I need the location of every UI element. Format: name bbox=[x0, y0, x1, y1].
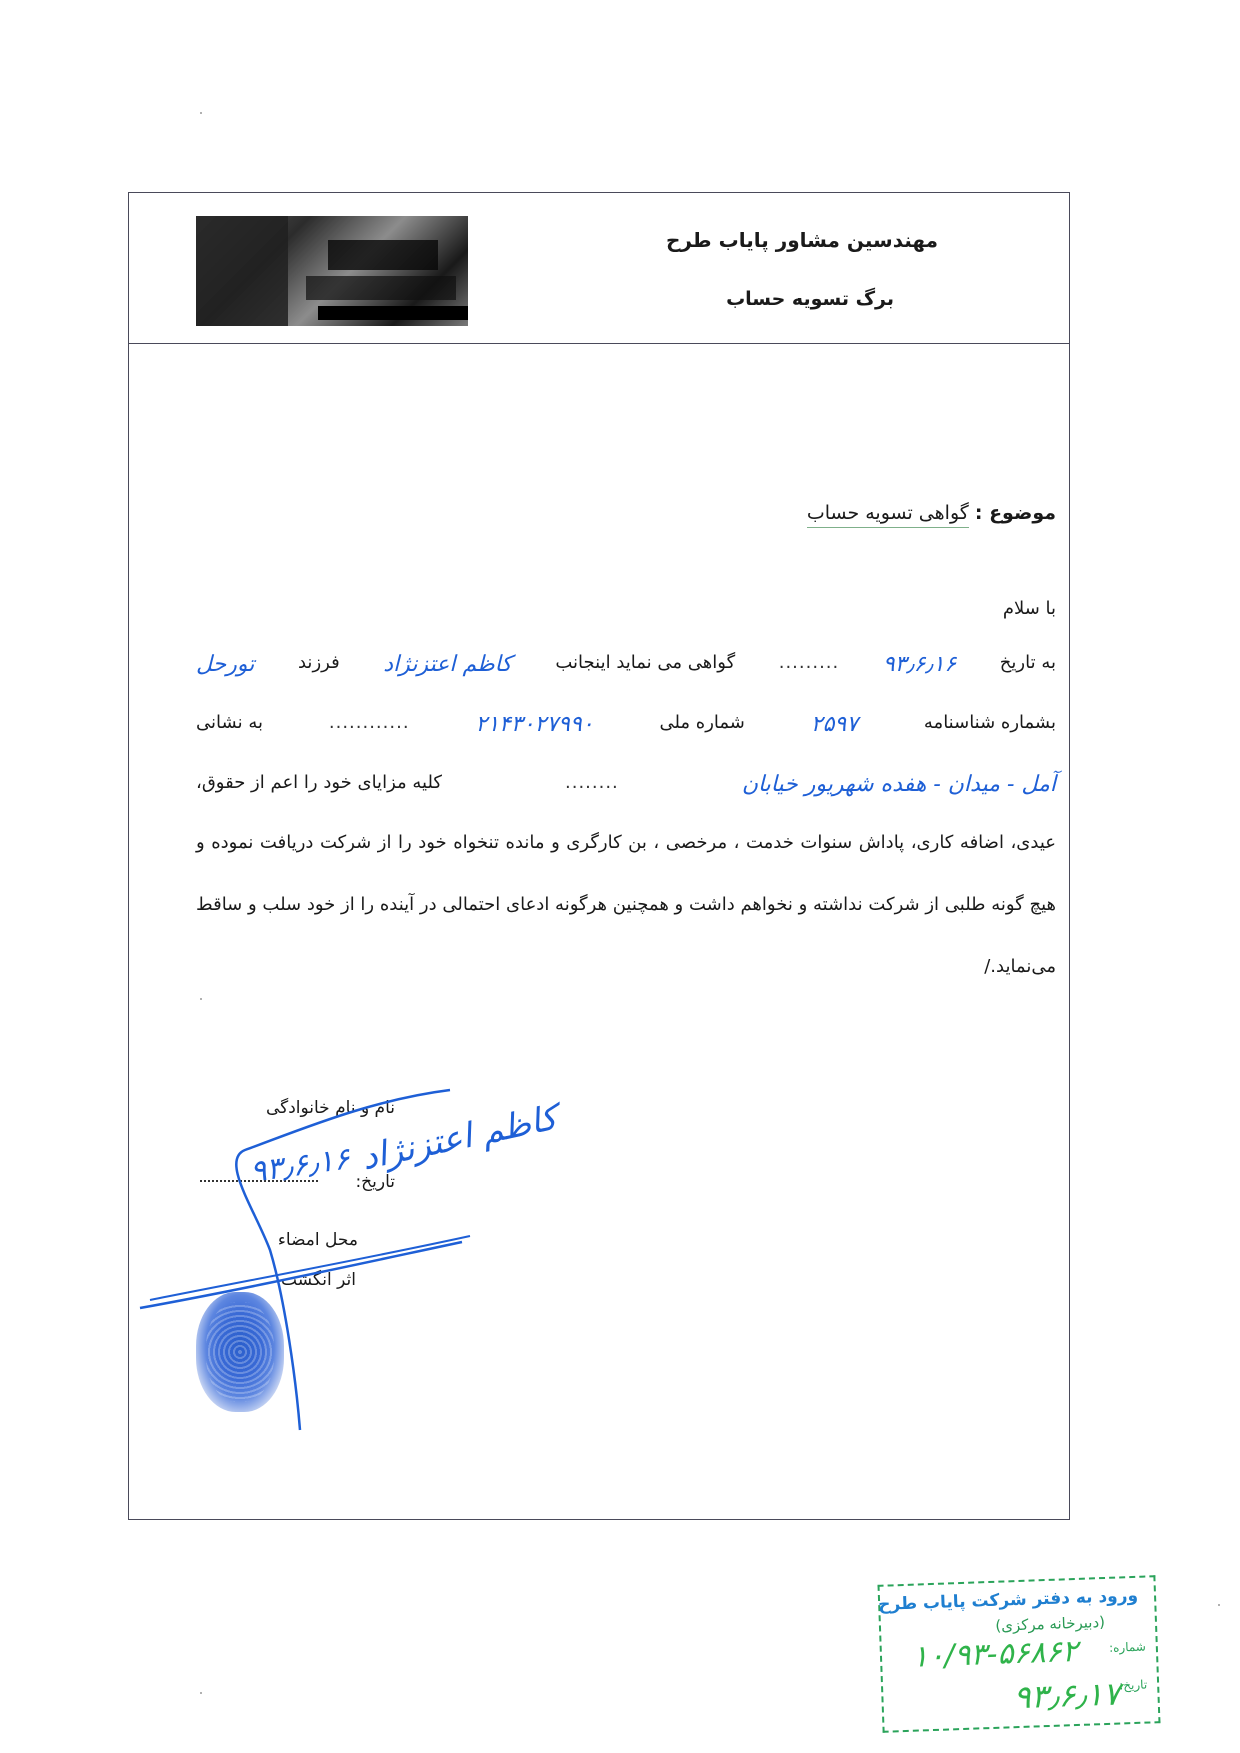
handwritten-signature-date: ۹۳٫۶٫۱۶ bbox=[248, 1141, 353, 1190]
stamp-date-value: ۹۳٫۶٫۱۷ bbox=[1012, 1674, 1121, 1717]
thumbprint-label: اثر انگشت bbox=[281, 1270, 356, 1290]
handwritten-name: کاظم اعتزنژاد bbox=[383, 652, 512, 677]
date-label: تاریخ: bbox=[355, 1172, 395, 1192]
body-paragraph: عیدی، اضافه کاری، پاداش سنوات خدمت ، مرخصی ، بن کارگری و مانده تنخواه خود را از شرکت دریافت نموده و هیچ گونه طلبی از شرکت نداشته و نخواهم داشت و همچنین هرگونه ادعای احتمالی در آینده را از خود سلب و ساقط می‌نماید./ bbox=[196, 832, 1056, 977]
name-label: نام و نام خانوادگی bbox=[265, 1098, 395, 1118]
body-line-3 bbox=[196, 772, 1056, 797]
dots: ........ bbox=[565, 772, 619, 793]
certify-text: گواهی می نماید اینجانب bbox=[555, 652, 736, 673]
handwritten-date: ۹۳٫۶٫۱۶ bbox=[882, 652, 957, 677]
handwritten-national-id: ۲۱۴۳۰۲۷۹۹۰ bbox=[475, 712, 594, 737]
benefits-text: کلیه مزایای خود را اعم از حقوق، bbox=[196, 772, 442, 793]
header-divider bbox=[128, 343, 1070, 344]
handwritten-father-name: تورحل bbox=[196, 652, 255, 677]
national-id-label: شماره ملی bbox=[659, 712, 745, 733]
form-title: برگ تسویه حساب bbox=[726, 288, 894, 310]
scan-speck bbox=[200, 998, 202, 1000]
subject-line bbox=[807, 502, 1056, 524]
dots: ......... bbox=[778, 652, 840, 673]
stamp-line-1: ورود به دفتر شرکت پایاب طرح bbox=[877, 1585, 1139, 1615]
scan-speck bbox=[1218, 1604, 1220, 1606]
company-logo bbox=[196, 216, 468, 326]
handwritten-id-number: ۲۵۹۷ bbox=[810, 712, 859, 737]
dots: ............ bbox=[328, 712, 410, 733]
date-prefix: به تاریخ bbox=[999, 652, 1056, 673]
signature-label: محل امضاء bbox=[277, 1230, 358, 1250]
greeting: با سلام bbox=[1002, 598, 1056, 619]
stamp-line-2: (دبیرخانه مرکزی) bbox=[995, 1612, 1106, 1635]
subject-value: گواهی تسویه حساب bbox=[807, 502, 969, 528]
child-of-text: فرزند bbox=[297, 652, 340, 673]
body-line-1 bbox=[196, 652, 1056, 677]
subject-label: موضوع : bbox=[974, 502, 1056, 524]
handwritten-signature-name: کاظم اعتزنژاد bbox=[358, 1097, 561, 1179]
scan-speck bbox=[200, 112, 202, 114]
registration-stamp bbox=[878, 1575, 1161, 1733]
stamp-date-label: تاریخ: bbox=[1118, 1677, 1148, 1693]
handwritten-address: آمل - میدان - هفده شهریور خیابان bbox=[741, 772, 1056, 797]
body-line-2 bbox=[196, 712, 1056, 737]
scan-speck bbox=[200, 1692, 202, 1694]
address-label: به نشانی bbox=[196, 712, 263, 733]
company-name: مهندسین مشاور پایاب طرح bbox=[665, 228, 938, 252]
stamp-number-label: شماره: bbox=[1108, 1639, 1147, 1655]
stamp-number-value: ۱۰/۹۳-۵۶۸۶۲ bbox=[911, 1633, 1079, 1675]
id-prefix: بشماره شناسنامه bbox=[923, 712, 1056, 733]
fingerprint-image bbox=[196, 1292, 284, 1412]
